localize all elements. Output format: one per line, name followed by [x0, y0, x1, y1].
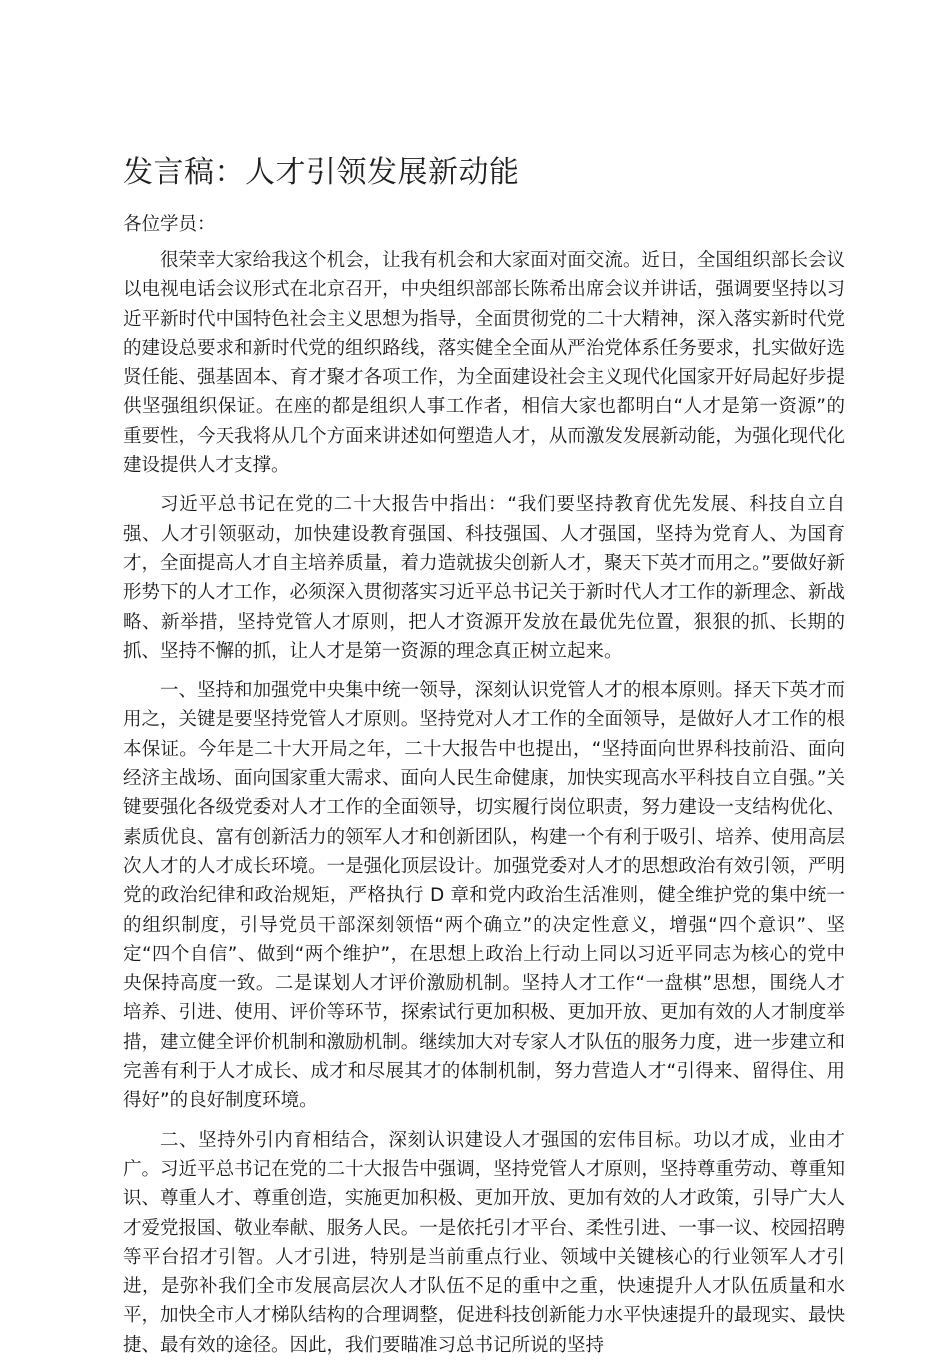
- paragraph-section-one: 一、坚持和加强党中央集中统一领导，深刻认识党管人才的根本原则。择天下英才而用之，关键是要坚持党管人才原则。坚持党对人才工作的全面领导，是做好人才工作的根本保证。今年是二十大开局之年，二十大报告中也提出，“坚持面向世界科技前沿、面向经济主战场、面向国家重大需求、面向人民生命健康，加快实现高水平科技自立自强。”关键要强化各级党委对人才工作的全面领导，切实履行岗位职责，努力建设一支结构优化、素质优良、富有创新活力的领军人才和创新团队，构建一个有利于吸引、培养、使用高层次人才的人才成长环境。一是强化顶层设计。加强党委对人才的思想政治有效引领，严明党的政治纪律和政治规矩，严格执行 D 章和党内政治生活准则，健全维护党的集中统一的组织制度，引导党员干部深刻领悟“两个确立”的决定性意义，增强“四个意识”、坚定“四个自信”、做到“两个维护”，在思想上政治上行动上同以习近平同志为核心的党中央保持高度一致。二是谋划人才评价激励机制。坚持人才工作“一盘棋”思想，围绕人才培养、引进、使用、评价等环节，探索试行更加积极、更加开放、更加有效的人才制度举措，建立健全评价机制和激励机制。继续加大对专家人才队伍的服务力度，进一步建立和完善有利于人才成长、成才和尽展其才的体制机制，努力营造人才“引得来、留得住、用得好”的良好制度环境。: [123, 680, 845, 1112]
- salutation: 各位学员：: [123, 214, 216, 235]
- document-title: 发言稿：人才引领发展新动能: [123, 155, 520, 190]
- document-page: [123, 150, 845, 1370]
- paragraph-quote: 习近平总书记在党的二十大报告中指出：“我们要坚持教育优先发展、科技自立自强、人才引领驱动，加快建设教育强国、科技强国、人才强国，坚持为党育人、为国育才，全面提高人才自主培养质量，着力造就拔尖创新人才，聚天下英才而用之。”要做好新形势下的人才工作，必须深入贯彻落实习近平总书记关于新时代人才工作的新理念、新战略、新举措，坚持党管人才原则，把人才资源开发放在最优先位置，狠狠的抓、长期的抓、坚持不懈的抓，让人才是第一资源的理念真正树立起来。: [123, 494, 845, 662]
- paragraph-intro: 很荣幸大家给我这个机会，让我有机会和大家面对面交流。近日，全国组织部长会议以电视电话会议形式在北京召开，中央组织部部长陈希出席会议并讲话，强调要坚持以习近平新时代中国特色社会主义思想为指导，全面贯彻党的二十大精神，深入落实新时代党的建设总要求和新时代党的组织路线，落实健全全面从严治党体系任务要求，扎实做好选贤任能、强基固本、育才聚才各项工作，为全面建设社会主义现代化国家开好局起好步提供坚强组织保证。在座的都是组织人事工作者，相信大家也都明白“人才是第一资源”的重要性，今天我将从几个方面来讲述如何塑造人才，从而激发发展新动能，为强化现代化建设提供人才支撑。: [123, 250, 845, 477]
- paragraph-section-two: 二、坚持外引内育相结合，深刻认识建设人才强国的宏伟目标。功以才成，业由才广。习近平总书记在党的二十大报告中强调，坚持党管人才原则，坚持尊重劳动、尊重知识、尊重人才、尊重创造，实施更加积极、更加开放、更加有效的人才政策，引导广大人才爱党报国、敬业奉献、服务人民。一是依托引才平台、柔性引进、一事一议、校园招聘等平台招才引智。人才引进，特别是当前重点行业、领域中关键核心的行业领军人才引进，是弥补我们全市发展高层次人才队伍不足的重中之重，快速提升人才队伍质量和水平，加快全市人才梯队结构的合理调整，促进科技创新能力水平快速提升的最现实、最快捷、最有效的途径。因此，我们要瞄准习总书记所说的坚持: [123, 1129, 845, 1356]
